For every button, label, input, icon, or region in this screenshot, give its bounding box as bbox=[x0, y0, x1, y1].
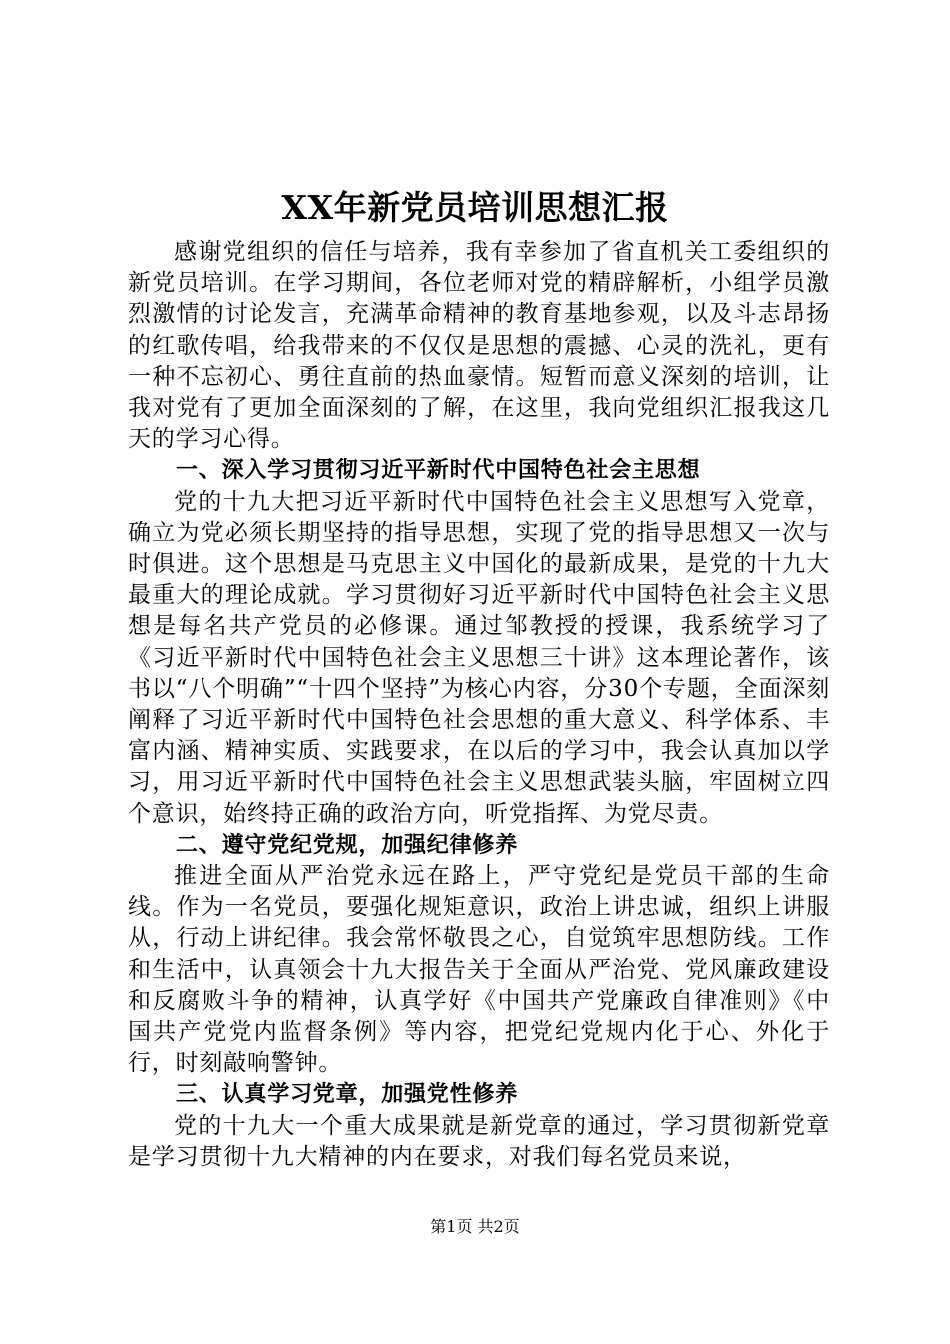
paragraph-section-1: 党的十九大把习近平新时代中国特色社会主义思想写入党章，确立为党必须长期坚持的指导思想，实现了党的指导思想又一次与时俱进。这个思想是马克思主义中国化的最新成果，是党的十九大最重大的理论成就。学习贯彻好习近平新时代中国特色社会主义思想是每名共产党员的必修课。通过邹教授的授课，我系统学习了《习近平新时代中国特色社会主义思想三十讲》这本理论著作，该书以“八个明确”“十四个坚持”为核心内容，分30个专题，全面深刻阐释了习近平新时代中国特色社会思想的重大意义、科学体系、丰富内涵、精神实质、实践要求，在以后的学习中，我会认真加以学习，用习近平新时代中国特色社会主义思想武装头脑，牢固树立四个意识，始终持正确的政治方向，听党指挥、为党尽责。 bbox=[128, 488, 830, 827]
document-title: XX年新党员培训思想汇报 bbox=[281, 188, 669, 227]
paragraph-section-3: 党的十九大一个重大成果就是新党章的通过，学习贯彻新党章是学习贯彻十九大精神的内在要求，对我们每名党员来说， bbox=[128, 1112, 830, 1170]
section-heading-2: 二、遵守党纪党规，加强纪律修养 bbox=[176, 832, 519, 858]
section-heading-1: 一、深入学习贯彻习近平新时代中国特色社会主思想 bbox=[176, 458, 701, 484]
page-footer: 第1页 共2页 bbox=[430, 1217, 520, 1236]
paragraph-section-2: 推进全面从严治党永远在路上，严守党纪是党员干部的生命线。作为一名党员，要强化规矩意识，政治上讲忠诚，组织上讲服从，行动上讲纪律。我会常怀敬畏之心，自觉筑牢思想防线。工作和生活中，认真领会十九大报告关于全面从严治党、党风廉政建设和反腐败斗争的精神，认真学好《中国共产党廉政自律准则》《中国共产党党内监督条例》等内容，把党纪党规内化于心、外化于行，时刻敲响警钟。 bbox=[128, 863, 830, 1077]
paragraph-intro: 感谢党组织的信任与培养，我有幸参加了省直机关工委组织的新党员培训。在学习期间，各位老师对党的精辟解析，小组学员激烈激情的讨论发言，充满革命精神的教育基地参观，以及斗志昂扬的红歌传唱，给我带来的不仅仅是思想的震撼、心灵的洗礼，更有一种不忘初心、勇往直前的热血豪情。短暂而意义深刻的培训，让我对党有了更加全面深刻的了解，在这里，我向党组织汇报我这几天的学习心得。 bbox=[128, 239, 830, 453]
document-body bbox=[128, 237, 830, 1173]
section-heading-3: 三、认真学习党章，加强党性修养 bbox=[176, 1082, 519, 1108]
